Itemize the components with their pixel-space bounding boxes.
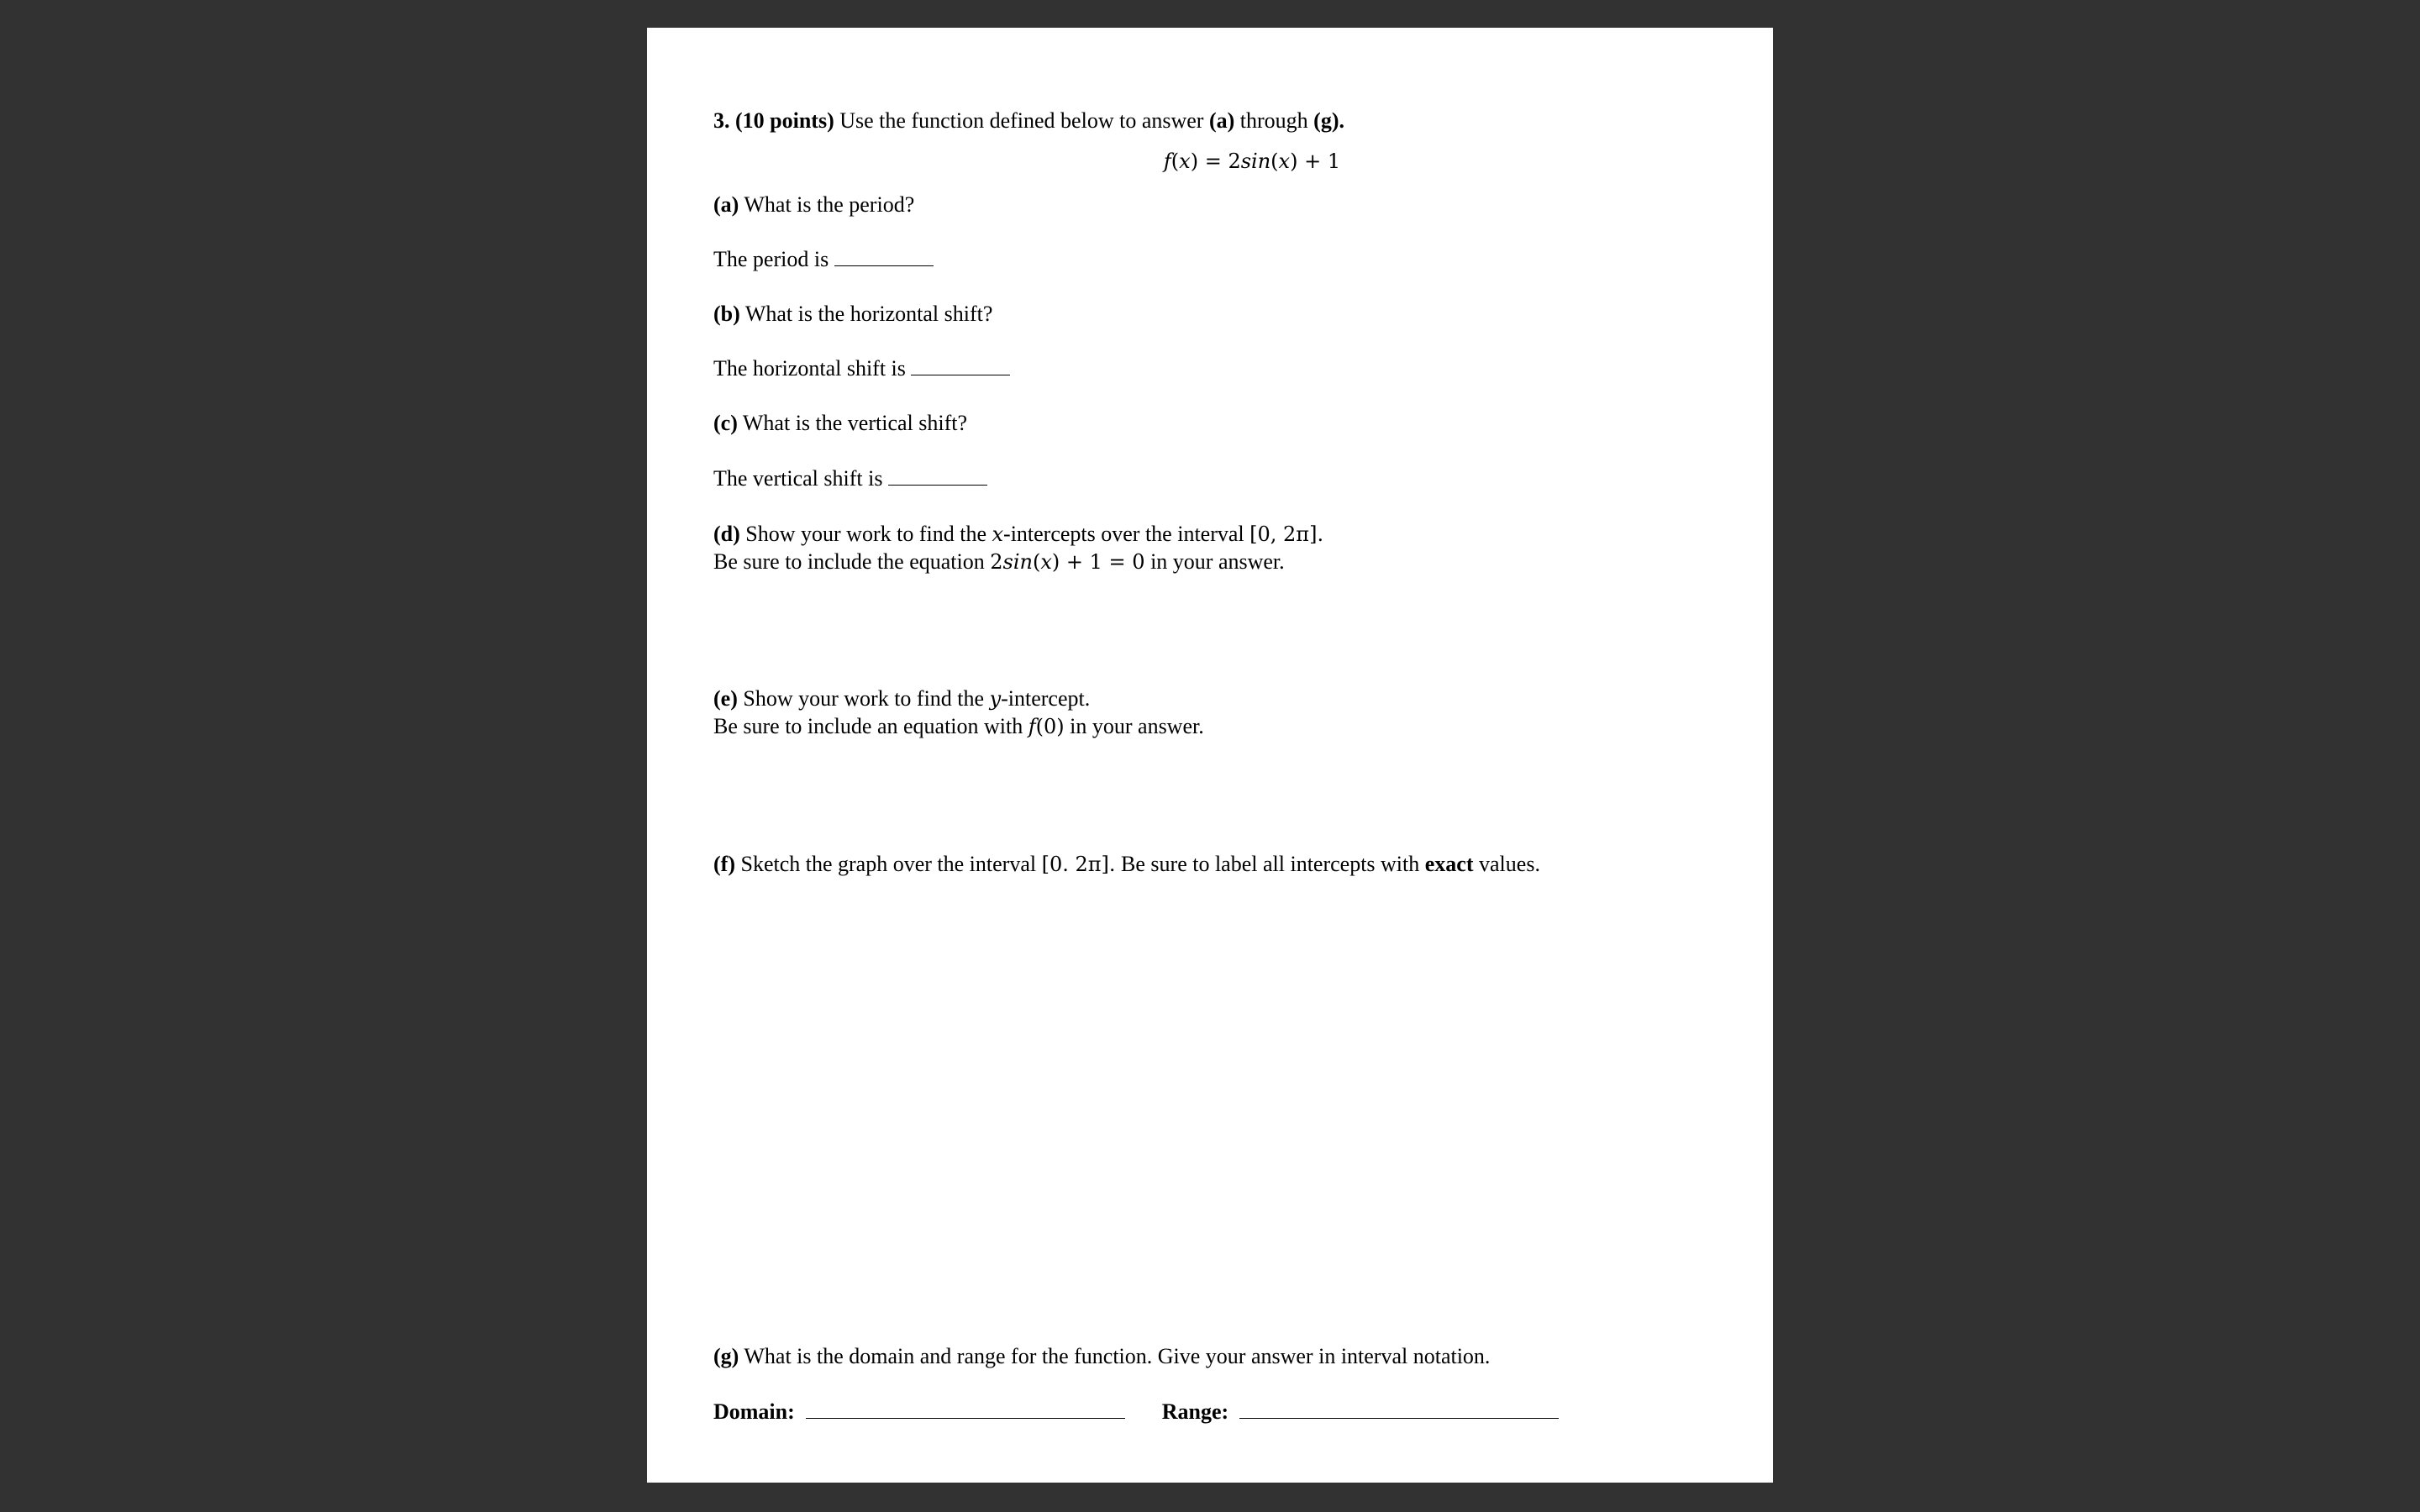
part-g-question: (g) What is the domain and range for the function. Give your answer in interval notation. — [713, 1344, 1491, 1368]
function-formula: f(x) = 2sin(x) + 1 — [1163, 150, 1341, 173]
part-a-answer: The period is — [713, 246, 934, 273]
domain-label: Domain: — [713, 1399, 795, 1424]
range-label: Range: — [1161, 1399, 1229, 1424]
part-d-question: (d) Show your work to find the x-intercepts over the interval [0, 2π]. — [713, 522, 1324, 546]
part-b-answer: The horizontal shift is — [713, 355, 1010, 382]
problem-intro: Use the function defined below to answer — [839, 108, 1204, 133]
problem-part-first: (a) — [1208, 108, 1235, 133]
part-f-question: (f) Sketch the graph over the interval [0. 2π]. Be sure to label all intercepts with exact values. — [713, 852, 1540, 876]
problem-number: 3. — [713, 108, 730, 133]
part-e-instruction: Be sure to include an equation with f(0) in your answer. — [713, 714, 1204, 738]
part-g-answers — [713, 1399, 1559, 1425]
part-e-question: (e) Show your work to find the y-intercept. — [713, 686, 1091, 711]
part-c-question: (c) What is the vertical shift? — [713, 411, 968, 435]
problem-points: (10 points) — [735, 108, 834, 133]
part-d-instruction: Be sure to include the equation 2sin(x) + 1 = 0 in your answer. — [713, 549, 1285, 574]
problem-part-last: (g). — [1313, 108, 1344, 133]
part-a-question: (a) What is the period? — [713, 192, 915, 217]
period-answer-blank[interactable] — [834, 247, 934, 266]
part-b-question: (b) What is the horizontal shift? — [713, 302, 993, 326]
vertical-shift-answer-blank[interactable] — [888, 466, 987, 486]
problem-header — [713, 108, 1344, 134]
worksheet-page — [647, 28, 1773, 1483]
horizontal-shift-answer-blank[interactable] — [911, 356, 1010, 375]
part-c-answer: The vertical shift is — [713, 465, 987, 492]
range-answer-blank[interactable] — [1239, 1399, 1559, 1419]
problem-intro-mid: through — [1239, 108, 1308, 133]
domain-answer-blank[interactable] — [806, 1399, 1125, 1419]
